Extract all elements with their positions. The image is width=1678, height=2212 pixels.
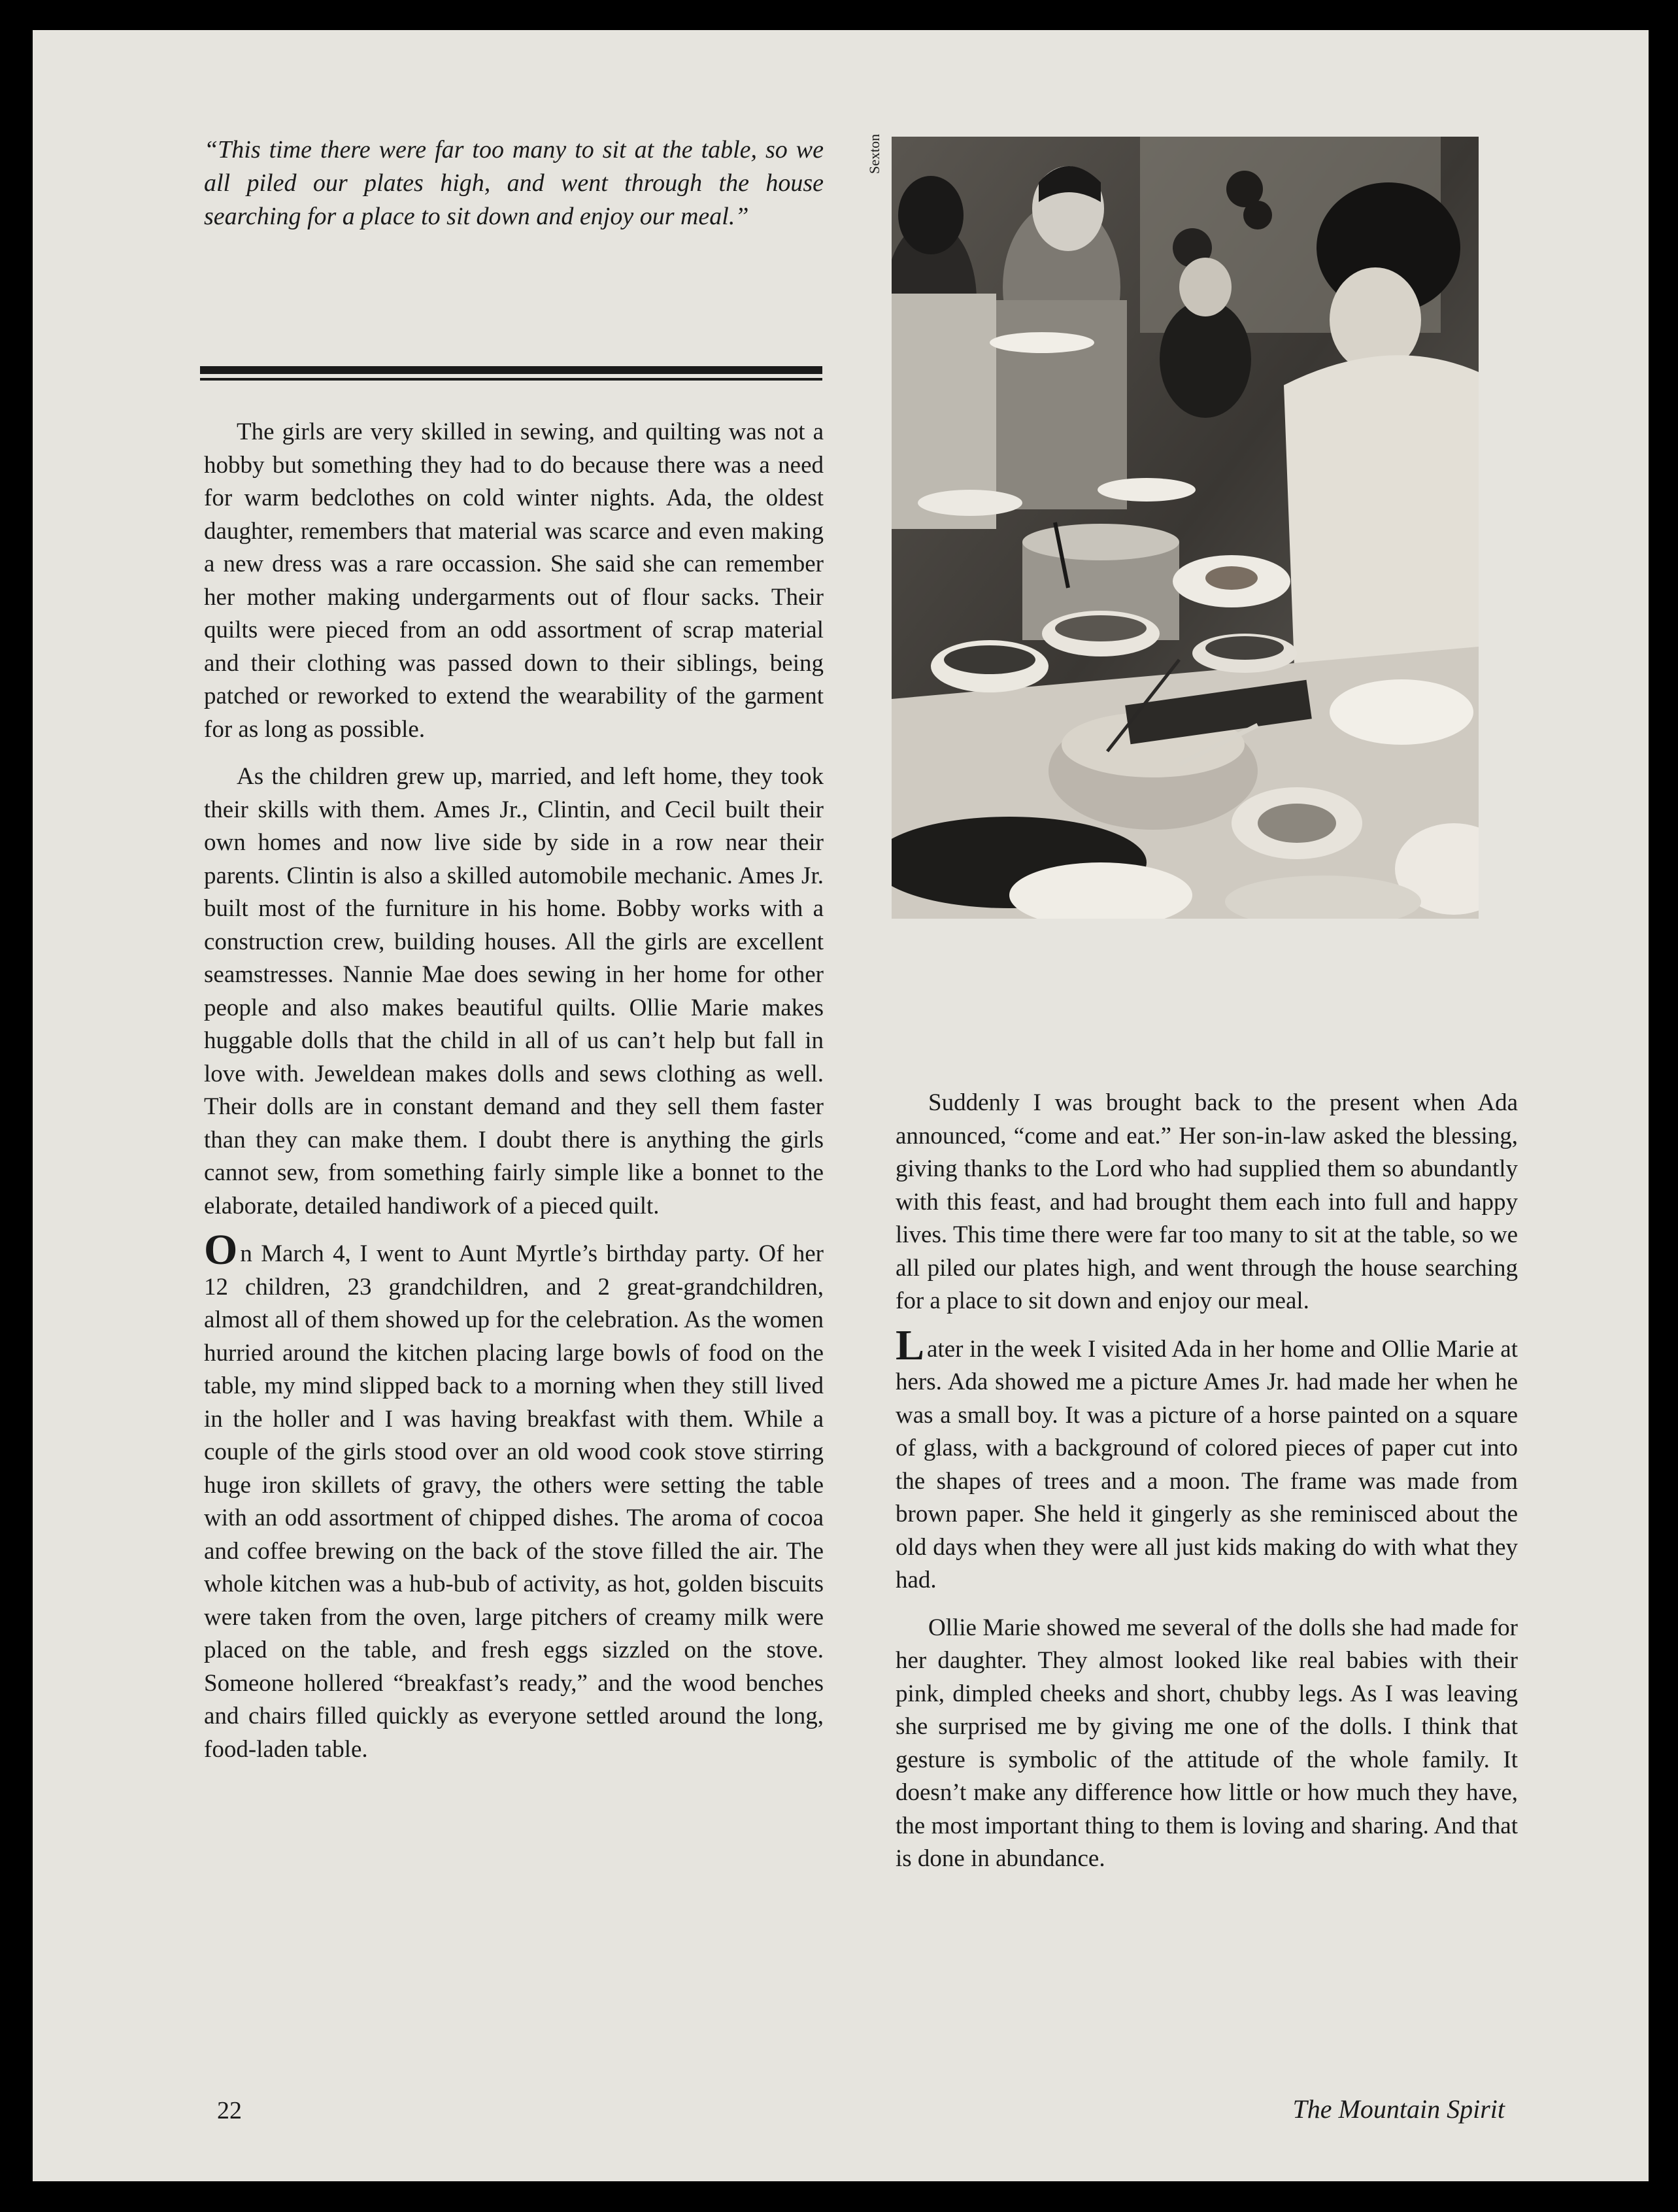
family-dinner-photo <box>892 137 1479 919</box>
page-number: 22 <box>217 2097 242 2124</box>
drop-cap: O <box>204 1226 238 1274</box>
body-paragraph: As the children grew up, married, and left home, they took their skills with them. Ames Jr., Clintin, and Cecil built their own homes and now live side by side in a row near their parents. Clintin is also a skilled automobile mechanic. Ames Jr. built most of the furniture in his home. Bobby works with a construction crew, building houses. All the girls are excellent seamstresses. Nannie Mae does sewing in her home for other people and also makes beautiful quilts. Ollie Marie makes huggable dolls that the child in all of us can’t help but fall in love with. Jeweldean makes dolls and sews clothing as well. Their dolls are in constant demand and they sell them faster than they can make them. I doubt there is anything the girls cannot sew, from something fairly simple like a bonnet to the elaborate, detailed handiwork of a pieced quilt. <box>204 763 824 1219</box>
photo-illustration <box>892 137 1479 919</box>
body-paragraph-dropcap <box>896 1321 1518 1597</box>
photo-credit: Sexton <box>866 133 882 174</box>
body-paragraph: Suddenly I was brought back to the present when Ada announced, “come and eat.” Her son-in-law asked the blessing, giving thanks to the Lord who had supplied them so abundantly with this feast, and had brought them each into full and happy lives. This time there were far too many to sit at the table, so we all piled our plates high, and went through the house searching for a place to sit down and enjoy our meal. <box>896 1089 1518 1314</box>
drop-cap: L <box>896 1321 925 1369</box>
magazine-title: The Mountain Spirit <box>1292 2094 1505 2124</box>
paragraph-text: n March 4, I went to Aunt Myrtle’s birthday party. Of her 12 children, 23 grandchildren, and 2 great-grandchildren, almost all of them showed up for the celebration. As the women hurried around the kitchen placing large bowls of food on the table, my mind slipped back to a morning when they still lived in the holler and I was having breakfast with them. While a couple of the girls stood over an old wood cook stove stirring huge iron skillets of gravy, the others were setting the table with an odd assortment of chipped dishes. The aroma of cocoa and coffee brewing on the back of the stove filled the air. The whole kitchen was a hub-bub of activity, as hot, golden biscuits were taken from the oven, large pitchers of creamy milk were placed on the table, and fresh eggs sizzled on the stove. Someone hollered “breakfast’s ready,” and the wood benches and chairs filled quickly as everyone settled around the long, food-laden table. <box>204 1240 824 1763</box>
body-paragraph: The girls are very skilled in sewing, and quilting was not a hobby but something they had to do because there was a need for warm bedclothes on cold winter nights. Ada, the oldest daughter, remembers that material was scarce and even making a new dress was a rare occassion. She said she can remember her mother making undergarments out of flour sacks. Their quilts were pieced from an odd assortment of scrap material and their clothing was passed down to their siblings, being patched or reworked to extend the wearability of the garment for as long as possible. <box>204 418 824 743</box>
pull-quote: “This time there were far too many to sit at the table, so we all piled our plates high, and went through the house searching for a place to sit down and enjoy our meal.” <box>204 136 824 230</box>
left-column <box>204 416 824 1780</box>
section-divider-thin <box>200 378 822 381</box>
body-paragraph-dropcap <box>204 1226 824 1766</box>
right-column <box>896 1087 1518 1890</box>
magazine-page <box>33 30 1649 2181</box>
paragraph-text: ater in the week I visited Ada in her home and Ollie Marie at hers. Ada showed me a picture Ames Jr. had made her when he was a small boy. It was a picture of a horse painted on a square of glass, with a background of colored pieces of paper cut into the shapes of trees and a moon. The frame was made from brown paper. She held it gingerly as she reminisced about the old days when they were all just kids making do with what they had. <box>896 1335 1518 1593</box>
body-paragraph: Ollie Marie showed me several of the dolls she had made for her daughter. They almost looked like real babies with their pink, dimpled cheeks and short, chubby legs. As I was leaving she surprised me by giving me one of the dolls. I think that gesture is symbolic of the attitude of the whole family. It doesn’t make any difference how little or how much they have, the most important thing to them is loving and sharing. And that is done in abundance. <box>896 1614 1518 1872</box>
section-divider-thick <box>200 366 822 374</box>
